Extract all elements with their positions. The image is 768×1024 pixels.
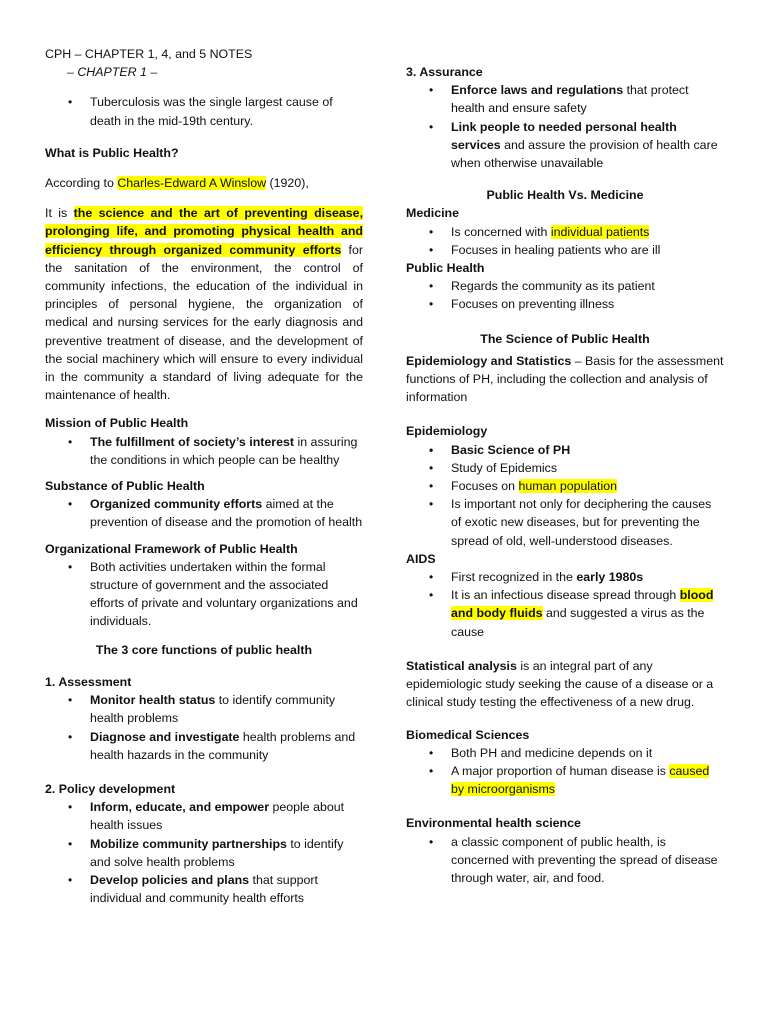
right-column — [406, 63, 724, 887]
statistical-analysis-paragraph: Statistical analysis is an integral part of any epidemiologic study seeking the cause of a disease or a clinical study testing the effectiveness of a new drug. — [406, 658, 714, 710]
biomedical-heading: Biomedical Sciences — [406, 727, 530, 742]
list-item: • Tuberculosis was the single largest cause of death in the mid-19th century. — [90, 93, 363, 129]
list-item: • Develop policies and plans that support individual and community health efforts — [90, 871, 363, 907]
chapter-label: – CHAPTER 1 – — [67, 65, 158, 80]
aids-list — [406, 568, 724, 641]
medicine-heading: Medicine — [406, 206, 460, 221]
environmental-heading: Environmental health science — [406, 816, 581, 831]
list-item: • Is important not only for deciphering the causes of exotic new diseases, but for preventing the spread of old, well-understood diseases. — [451, 495, 724, 550]
public-health-heading: Public Health — [406, 261, 485, 276]
list-item: • Link people to needed personal health services and assure the provision of health care when otherwise unavailable — [451, 118, 724, 173]
winslow-highlight: Charles-Edward A Winslow — [117, 176, 267, 191]
mission-list — [45, 433, 363, 469]
substance-list — [45, 495, 363, 531]
org-list — [45, 558, 363, 631]
list-item: • Enforce laws and regulations that protect health and ensure safety — [451, 81, 724, 117]
list-item: • Focuses in healing patients who are ill — [451, 241, 724, 259]
assurance-heading: 3. Assurance — [406, 65, 483, 79]
list-item: • The fulfillment of society’s interest in assuring the conditions in which people can be healthy — [90, 433, 363, 469]
list-item: • Is concerned with individual patients — [451, 223, 724, 241]
list-item: • Organized community efforts aimed at the prevention of disease and the promotion of health — [90, 495, 363, 531]
list-item: • Focuses on preventing illness — [451, 295, 724, 313]
org-framework-heading: Organizational Framework of Public Health — [45, 541, 298, 556]
environmental-list — [406, 833, 724, 888]
microorganisms-highlight: caused by microorganisms — [451, 763, 710, 797]
policy-heading: 2. Policy development — [45, 781, 176, 796]
list-item: • a classic component of public health, is concerned with preventing the spread of disease through water, air, and food. — [451, 833, 724, 888]
document-title: CPH – CHAPTER 1, 4, and 5 NOTES — [45, 47, 253, 61]
assessment-list — [45, 691, 363, 764]
medicine-list — [406, 223, 724, 259]
list-item: • Mobilize community partnerships to identify and solve health problems — [90, 835, 363, 871]
list-item: • Monitor health status to identify community health problems — [90, 691, 363, 727]
epidemiology-list — [406, 441, 724, 550]
policy-list — [45, 798, 363, 907]
list-item: • First recognized in the early 1980s — [451, 568, 724, 586]
public-health-list — [406, 277, 724, 313]
list-item: • Basic Science of PH — [451, 441, 724, 459]
list-item: • A major proportion of human disease is caused by microorganisms — [451, 762, 724, 798]
tb-list — [45, 93, 363, 129]
science-heading: The Science of Public Health — [480, 331, 650, 346]
biomedical-list — [406, 744, 724, 799]
list-item: • Both PH and medicine depends on it — [451, 744, 724, 762]
list-item: • Both activities undertaken within the formal structure of government and the associated efforts of private and voluntary organizations and individuals. — [90, 558, 363, 631]
what-is-ph-heading: What is Public Health? — [45, 145, 179, 160]
aids-heading: AIDS — [406, 551, 436, 566]
list-item: • Regards the community as its patient — [451, 277, 724, 295]
epidemiology-heading: Epidemiology — [406, 424, 488, 439]
left-column — [45, 45, 363, 907]
definition-highlight: the science and the art of preventing disease, prolonging life, and promoting physical health and efficiency through organized community efforts — [45, 206, 364, 257]
list-item: • Diagnose and investigate health problems and health hazards in the community — [90, 728, 363, 764]
assurance-list — [406, 81, 724, 172]
core-functions-heading: The 3 core functions of public health — [95, 642, 313, 657]
blood-fluids-highlight: blood and body fluids — [451, 588, 714, 621]
mission-heading: Mission of Public Health — [45, 416, 189, 431]
individual-patients-highlight: individual patients — [550, 224, 650, 239]
definition-paragraph: It is the science and the art of preventing disease, prolonging life, and promoting physical health and efficiency through organized community efforts for the sanitation of the environment, the control of community infections, the education of the individual in principles of personal hygiene, the organization of medical and nursing services for the early diagnosis and preventive treatment of disease, and the development of the social machinery which will ensure to every individual in the community a standard of living adequate for the maintenance of health. — [45, 206, 364, 403]
according-line: According to Charles-Edward A Winslow (1920), — [45, 176, 309, 191]
list-item: • It is an infectious disease spread through blood and body fluids and suggested a virus as the cause — [451, 586, 724, 641]
substance-heading: Substance of Public Health — [45, 479, 205, 494]
epi-stats-paragraph: Epidemiology and Statistics – Basis for the assessment functions of PH, including the collection and analysis of information — [406, 353, 724, 405]
ph-vs-medicine-heading: Public Health Vs. Medicine — [486, 188, 644, 203]
list-item: • Inform, educate, and empower people about health issues — [90, 798, 363, 834]
human-population-highlight: human population — [518, 479, 618, 494]
list-item: • Study of Epidemics — [451, 459, 724, 477]
list-item: • Focuses on human population — [451, 477, 724, 495]
assessment-heading: 1. Assessment — [45, 674, 132, 689]
